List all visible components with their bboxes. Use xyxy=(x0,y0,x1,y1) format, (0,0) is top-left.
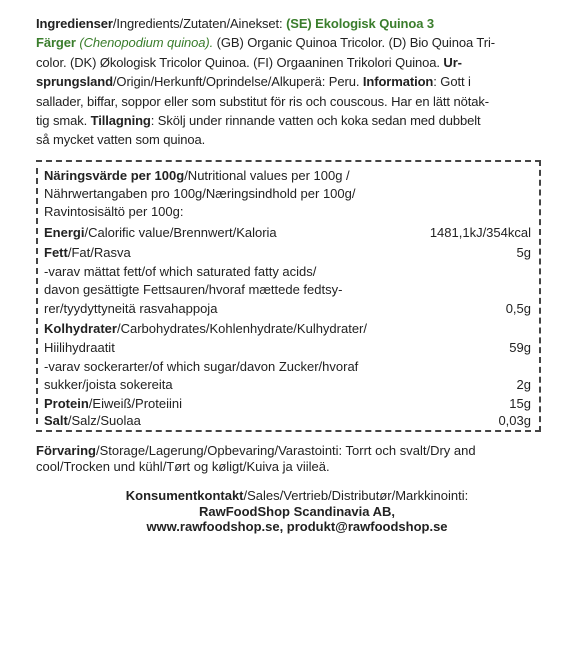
ingredients-line-5: sallader, biffar, soppor eller som substitut för ris och couscous. Har en lätt nötak- xyxy=(36,93,489,109)
energy-value: 1481,1kJ/354kcal xyxy=(429,225,531,240)
fat-value: 5g xyxy=(516,245,531,260)
saturated-fat-line-2: davon gesättigte Fettsauren/hvoraf mættede fedtsy- xyxy=(44,282,343,297)
sugar-line-1: -varav sockerarter/of which sugar/davon Zucker/hvoraf xyxy=(44,359,359,374)
web-and-email: www.rawfoodshop.se, produkt@rawfoodshop.se xyxy=(146,519,448,534)
storage-block xyxy=(36,443,558,475)
contact-label: Konsumentkontakt xyxy=(125,488,244,503)
salt-row: Salt/Salz/Suolaa 0,03g xyxy=(44,413,531,428)
salt-value: 0,03g xyxy=(498,413,531,428)
nutrition-header-line-3: Ravintosisältö per 100g: xyxy=(44,204,184,219)
saturated-fat-value: 0,5g xyxy=(505,301,531,316)
carbohydrate-row-2: Hiilihydraatit 59g xyxy=(44,340,531,355)
carbohydrate-row: Kolhydrater/Carbohydrates/Kohlenhydrate/Kulhydrater/ xyxy=(44,321,368,336)
protein-value: 15g xyxy=(509,396,531,411)
origin-label: Ur- xyxy=(443,54,462,70)
nutrition-table xyxy=(36,160,541,432)
product-name-se: (SE) Ekologisk Quinoa 3 xyxy=(286,16,435,31)
carbohydrate-value: 59g xyxy=(509,340,531,355)
fat-row: Fett/Fat/Rasva 5g xyxy=(44,245,531,260)
ingredients-heading: Ingredienser xyxy=(36,16,113,31)
ingredients-line-6: tig smak. Tillagning: Skölj under rinnande vatten och koka sedan med dubbelt xyxy=(36,113,481,129)
storage-line-2: cool/Trocken und kühl/Tørt og køligt/Kuiva ja viileä. xyxy=(36,459,330,474)
sugar-value: 2g xyxy=(516,377,531,392)
latin-name: (Chenopodium quinoa). xyxy=(79,35,214,51)
contact-line-1: Konsumentkontakt/Sales/Vertrieb/Distributør/Markkinointi: xyxy=(125,488,469,503)
ingredients-line-3: color. (DK) Økologisk Tricolor Quinoa. (FI) Orgaaninen Trikolori Quinoa. Ur- xyxy=(36,54,462,70)
company-name: RawFoodShop Scandinavia AB, xyxy=(199,503,395,519)
preparation-label: Tillagning xyxy=(90,113,151,129)
ingredients-line-2: Färger (Chenopodium quinoa). (GB) Organic Quinoa Tricolor. (D) Bio Quinoa Tri- xyxy=(36,35,495,51)
storage-label: Förvaring xyxy=(36,443,96,458)
sugar-row: sukker/joista sokereita 2g xyxy=(44,377,531,392)
nutrition-header-line-2: Nährwertangaben pro 100g/Næringsindhold per 100g/ xyxy=(44,186,356,201)
ingredients-block xyxy=(36,14,558,150)
storage-line-1: Förvaring/Storage/Lagerung/Opbevaring/Varastointi: Torrt och svalt/Dry and xyxy=(36,443,476,458)
protein-row: Protein/Eiweiß/Proteiini 15g xyxy=(44,396,531,411)
nutrition-header: Näringsvärde per 100g/Nutritional values per 100g / xyxy=(44,168,350,183)
energy-row: Energi/Calorific value/Brennwert/Kaloria 1481,1kJ/354kcal xyxy=(44,225,531,240)
ingredients-line-1: Ingredienser/Ingredients/Zutaten/Ainekset: (SE) Ekologisk Quinoa 3 xyxy=(36,16,435,31)
consumer-contact-block xyxy=(36,488,558,535)
ingredients-line-7: så mycket vatten som quinoa. xyxy=(36,132,206,148)
saturated-fat-line-1: -varav mättat fett/of which saturated fatty acids/ xyxy=(44,264,317,279)
information-label: Information xyxy=(362,74,434,90)
saturated-fat-row: rer/tyydyttyneitä rasvahappoja 0,5g xyxy=(44,301,531,316)
ingredients-line-4: sprungsland/Origin/Herkunft/Oprindelse/Alkuperä: Peru. Information: Gott i xyxy=(36,74,471,90)
